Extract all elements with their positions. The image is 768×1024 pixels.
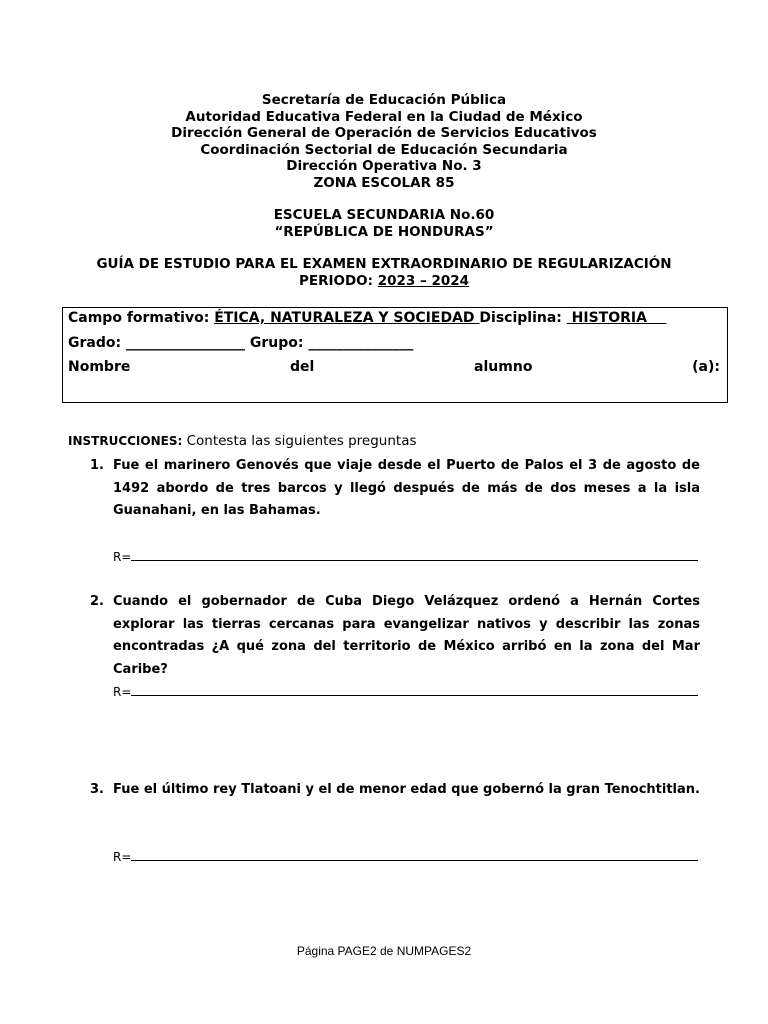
question-1 <box>90 455 700 523</box>
page-footer: Página PAGE2 de NUMPAGES2 <box>296 944 472 958</box>
header-line: Secretaría de Educación Pública <box>261 92 507 108</box>
question-number: 3. <box>90 782 104 797</box>
question-2 <box>90 591 700 681</box>
grado-label: Grado: <box>68 335 126 351</box>
instructions <box>68 433 417 449</box>
answer-line[interactable] <box>131 559 698 561</box>
nombre-word: (a): <box>692 359 720 375</box>
question-text: Cuando el gobernador de Cuba Diego Velázquez ordenó a Hernán Cortes explorar las tierras cercanas para evangelizar nativos y describir las zonas encontradas ¿A qué zona del territorio de México arribó en la zona del Mar Caribe? <box>113 594 700 677</box>
header-line: Autoridad Educativa Federal en la Ciudad de México <box>185 108 583 125</box>
campo-label: Campo formativo: <box>68 310 215 326</box>
instructions-text: Contesta las siguientes preguntas <box>182 433 417 449</box>
document-header <box>0 92 768 289</box>
school-name: ESCUELA SECUNDARIA No.60 <box>273 207 495 223</box>
header-line: Dirección Operativa No. 3 <box>286 158 482 174</box>
question-text: Fue el marinero Genovés que viaje desde el Puerto de Palos el 3 de agosto de 1492 abordo de tres barcos y llegó después de más de dos meses a la isla Guanahani, en las Bahamas. <box>113 458 700 518</box>
header-line: Coordinación Sectorial de Educación Secundaria <box>200 141 568 158</box>
disciplina-label: Disciplina: <box>479 310 567 326</box>
question-number: 1. <box>90 458 104 473</box>
answer-line[interactable] <box>131 694 698 696</box>
school-motto: “REPÚBLICA DE HONDURAS” <box>274 223 494 240</box>
answer-3[interactable] <box>113 848 698 864</box>
header-line: Dirección General de Operación de Servicios Educativos <box>171 125 597 141</box>
answer-1[interactable] <box>113 548 698 564</box>
answer-line[interactable] <box>131 859 698 861</box>
grupo-blank[interactable]: _______________ <box>308 335 414 351</box>
nombre-word: alumno <box>474 359 533 375</box>
question-text: Fue el último rey Tlatoani y el de menor edad que gobernó la gran Tenochtitlan. <box>113 782 700 797</box>
grupo-label: Grupo: <box>244 335 309 351</box>
answer-label: R= <box>113 850 132 864</box>
period-value: 2023 – 2024 <box>377 272 470 289</box>
campo-row <box>68 310 666 326</box>
instructions-label: INSTRUCCIONES: <box>68 434 183 448</box>
header-line: ZONA ESCOLAR 85 <box>313 174 455 191</box>
guide-title: GUÍA DE ESTUDIO PARA EL EXAMEN EXTRAORDINARIO DE REGULARIZACIÓN <box>96 256 672 272</box>
answer-label: R= <box>113 685 132 699</box>
question-3 <box>90 779 700 802</box>
nombre-word: del <box>290 359 315 375</box>
answer-2[interactable] <box>113 683 698 699</box>
disciplina-value: HISTORIA <box>566 310 667 326</box>
nombre-row <box>68 359 720 375</box>
nombre-word: Nombre <box>68 359 131 375</box>
period-line <box>0 273 768 290</box>
question-number: 2. <box>90 594 104 609</box>
answer-label: R= <box>113 550 132 564</box>
grado-blank[interactable]: _________________ <box>125 335 245 351</box>
campo-value: ÉTICA, NATURALEZA Y SOCIEDAD <box>214 310 480 326</box>
period-label: PERIODO: <box>298 272 378 289</box>
student-info-box <box>62 307 728 403</box>
grado-grupo-row <box>68 335 413 351</box>
